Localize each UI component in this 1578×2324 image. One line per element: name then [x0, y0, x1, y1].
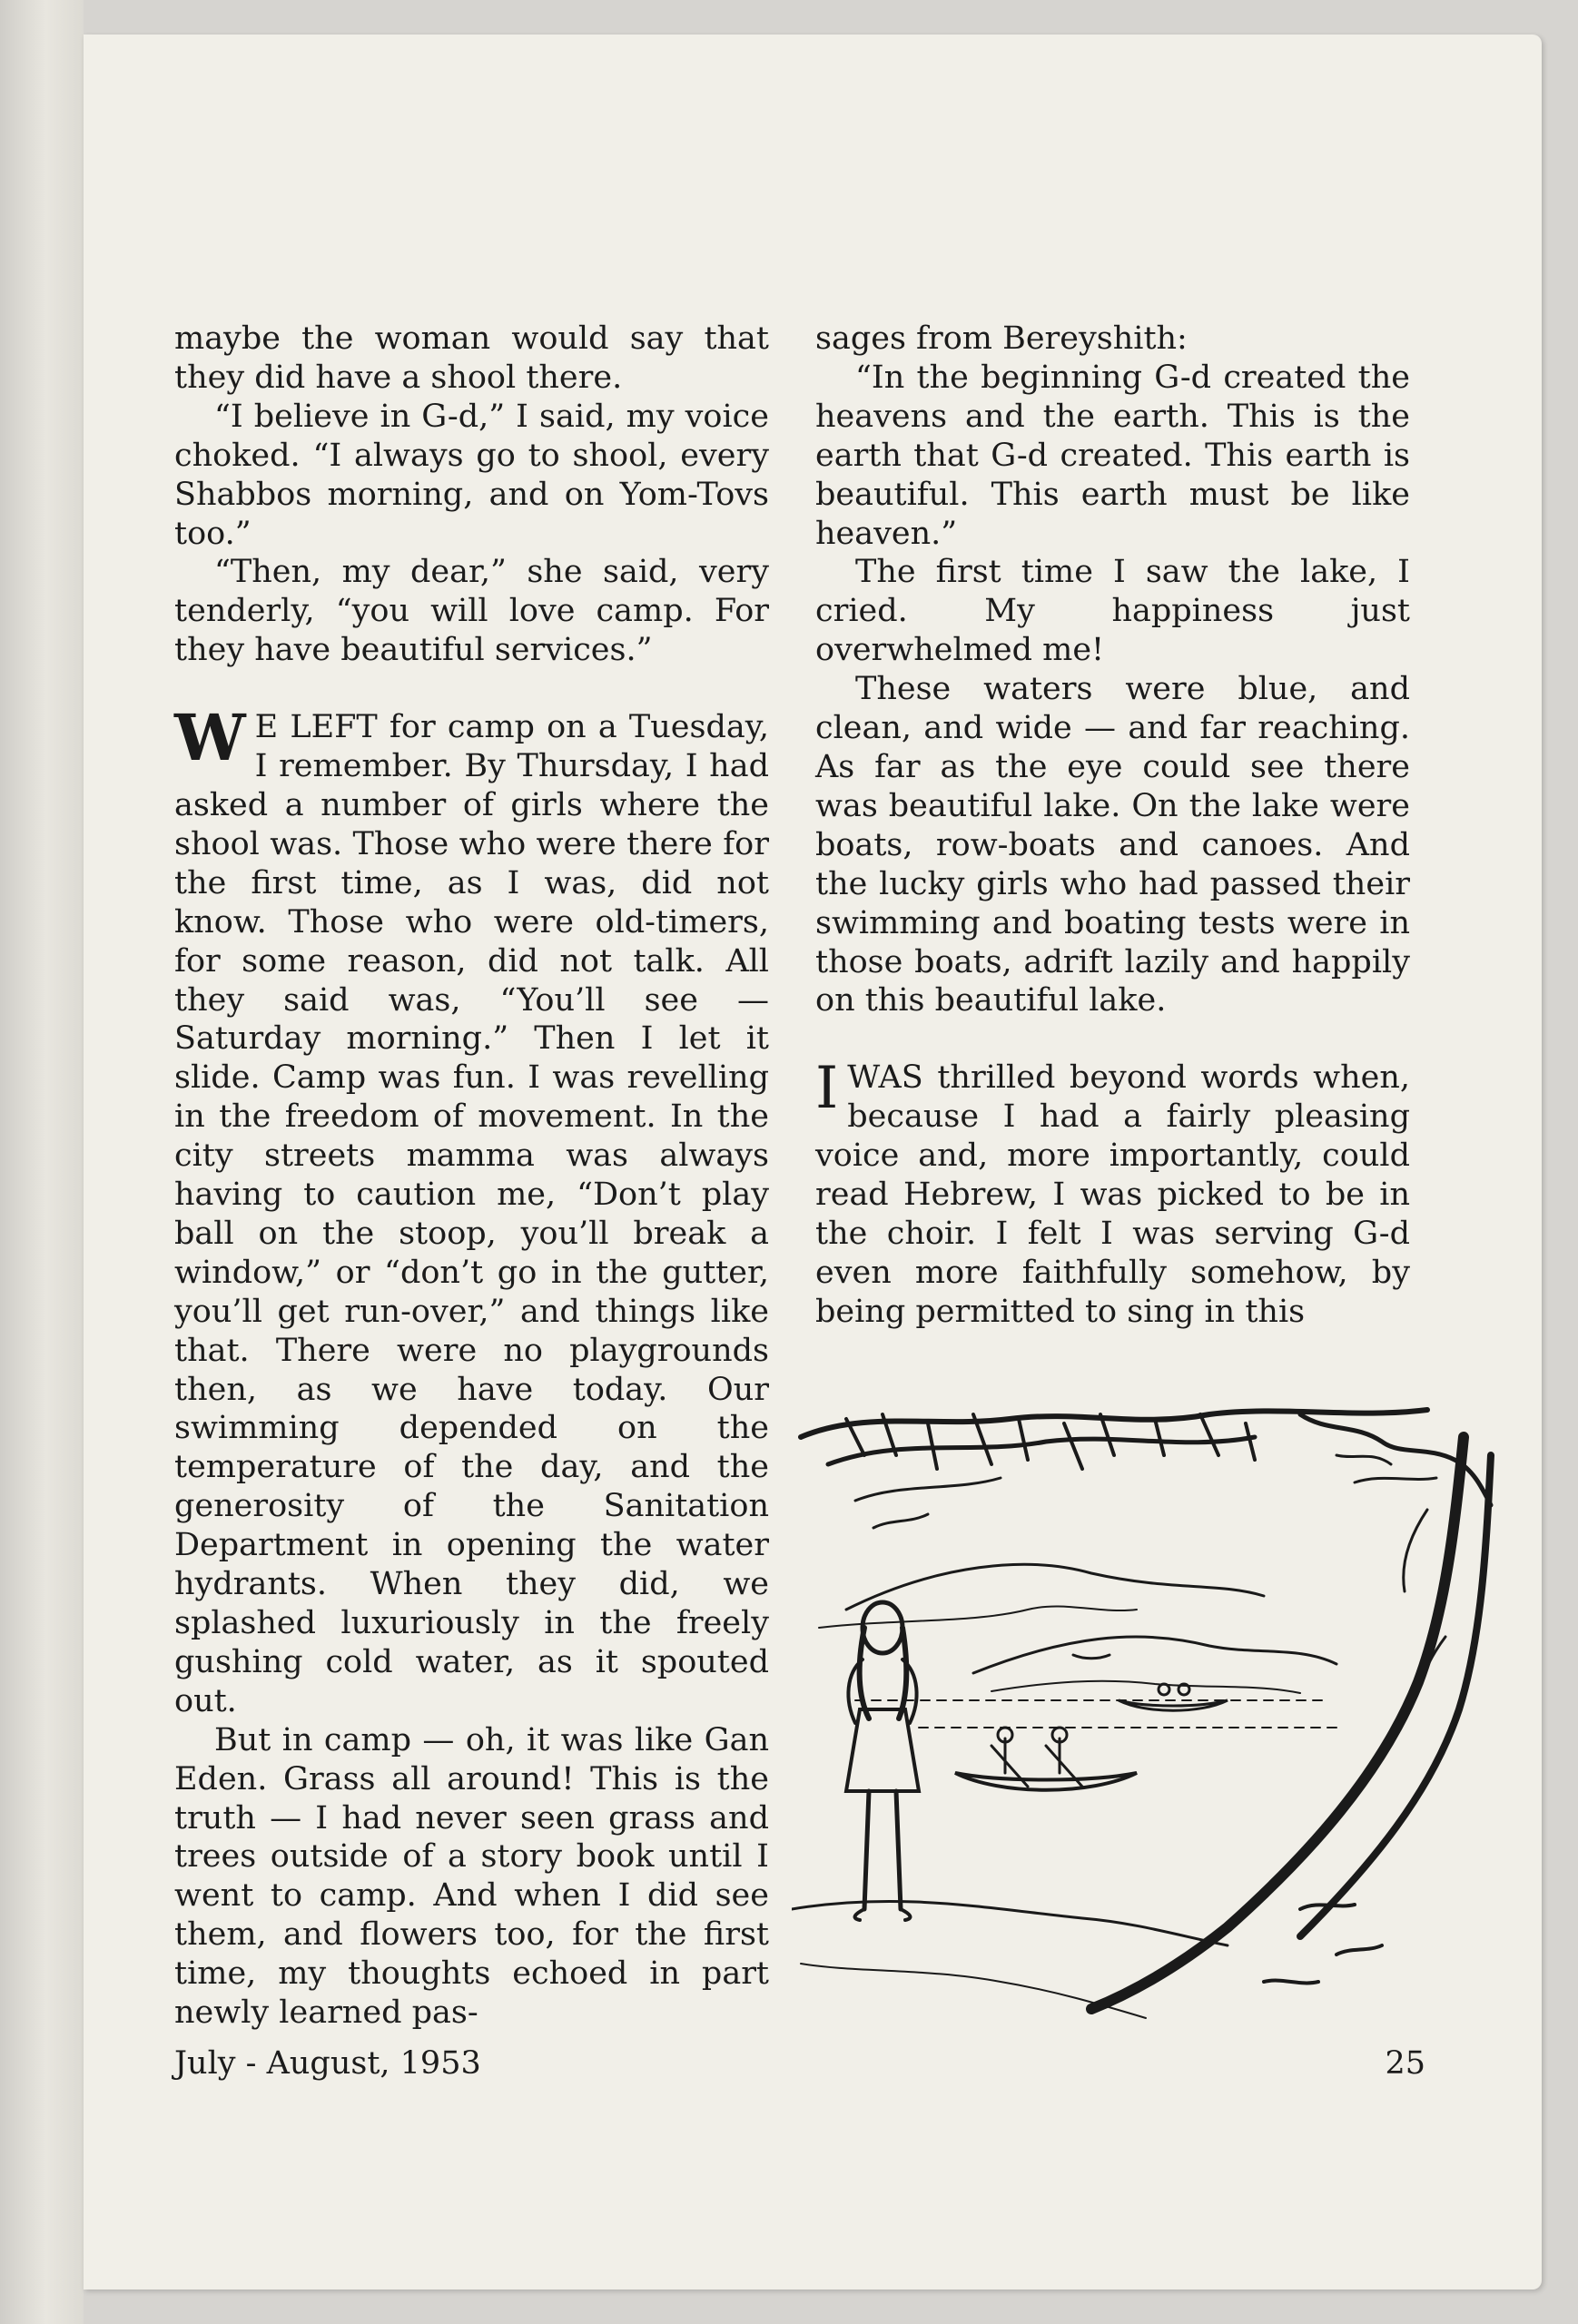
paragraph: “I believe in G-d,” I said, my voice choked. “I always go to shool, every Shabbos morning, and on Yom-Tovs too.”	[174, 398, 769, 552]
section-start-paragraph	[174, 700, 769, 1721]
paragraph-text: E LEFT for camp on a Tuesday, I remember. By Thursday, I had asked a number of girls where the shool was. Those who were there for the first time, as I was, did not know. Those who were old-timers, for some reason, did not talk. All they said was, “You’ll see — Saturday morning.” Then I let it slide. Camp was fun. I was revelling in the freedom of movement. In the city streets mamma was always having to caution me, “Don’t play ball on the stoop, you’ll break a window,” or “don’t go in the gutter, you’ll get run-over,” and things like that. There were no playgrounds then, as we have today. Our swimming depended on the temperature of the day, and the generosity of the Sanitation Department in opening the water hydrants. When they did, we splashed luxuriously in the freely gushing cold water, as it spouted out.	[174, 709, 769, 1719]
paragraph: But in camp — oh, it was like Gan Eden. Grass all around! This is the truth — I had never seen grass and trees outside of a story book until I went to camp. And when I did see them, and flowers too, for the first time, my thoughts echoed in part newly learned pas-	[174, 1721, 769, 2032]
binding-gutter	[0, 0, 84, 2324]
paragraph: sages from Bereyshith:	[815, 320, 1188, 357]
left-column	[174, 320, 769, 2033]
issue-date: July - August, 1953	[174, 2045, 481, 2082]
paragraph: “In the beginning G-d created the heavens and the earth. This is the earth that G-d created. This earth is beautiful. This earth must be like heaven.”	[815, 359, 1410, 552]
paragraph: maybe the woman would say that they did have a shool there.	[174, 320, 769, 396]
section-start-paragraph	[815, 1055, 1410, 1331]
paragraph-text: WAS thrilled beyond words when, because I had a fairly pleasing voice and, more importantly, could read Hebrew, I was picked to be in the choir. I felt I was serving G-d even more faithfully somehow, by being permitted to sing in this	[815, 1059, 1410, 1330]
magazine-page	[84, 34, 1542, 2290]
right-column	[815, 320, 1410, 1332]
paragraph: These waters were blue, and clean, and wide — and far reaching. As far as the eye could see there was beautiful lake. On the lake were boats, row-boats and canoes. And the lucky girls who had passed their swimming and boating tests were in those boats, adrift lazily and happily on this beautiful lake.	[815, 671, 1410, 1019]
drop-cap: W	[174, 700, 246, 776]
lake-illustration	[792, 1401, 1509, 2036]
paragraph: The first time I saw the lake, I cried. My happiness just overwhelmed me!	[815, 554, 1410, 669]
paragraph: “Then, my dear,” she said, very tenderly, “you will love camp. For they have beautiful services.”	[174, 554, 769, 669]
drop-cap: I	[815, 1055, 839, 1123]
page-number: 25	[1385, 2045, 1425, 2082]
